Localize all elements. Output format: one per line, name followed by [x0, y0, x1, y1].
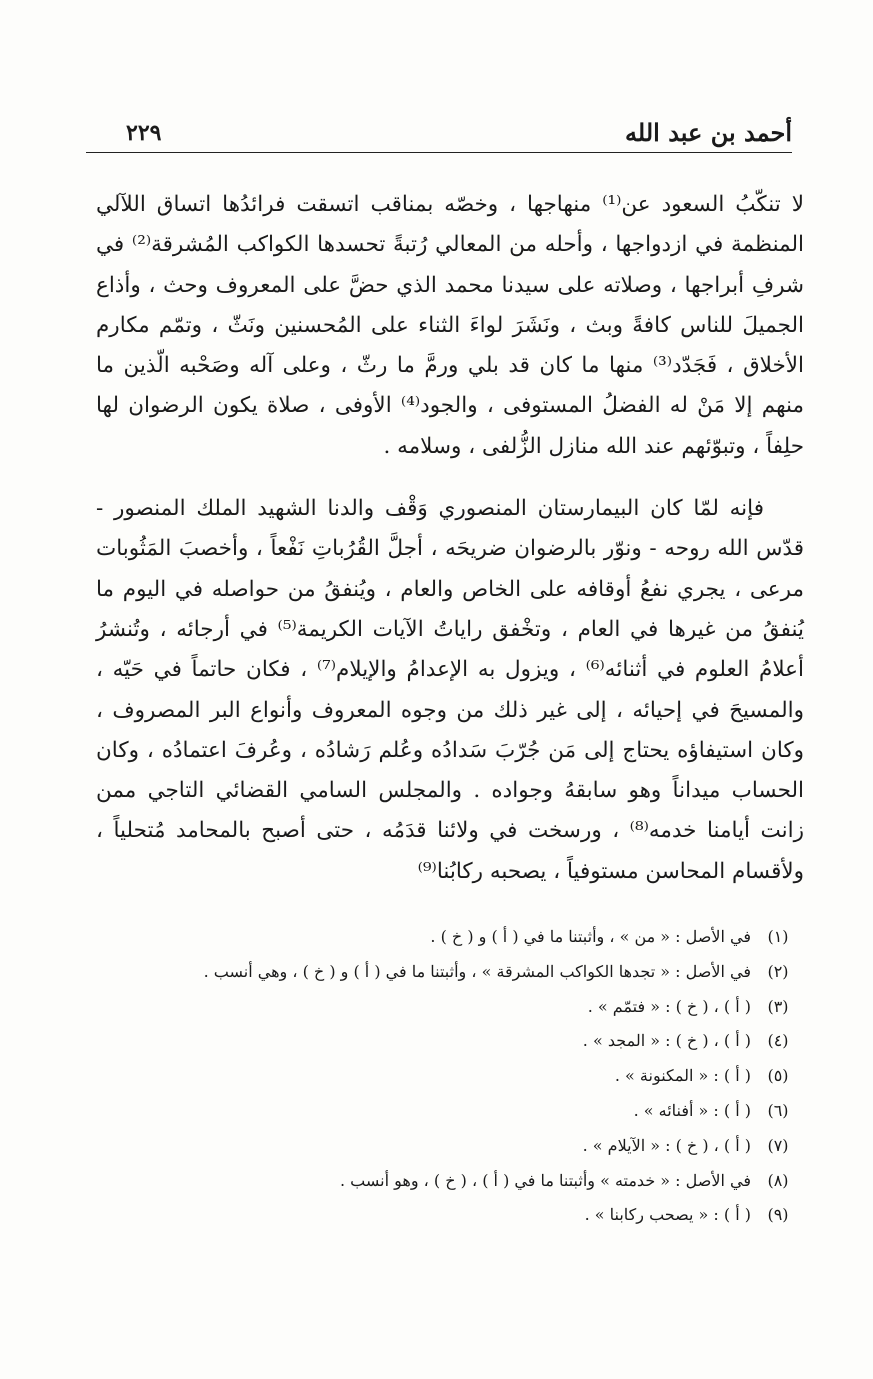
footnote-text: ( أ ) ، ( خ ) : « المجد » .	[582, 1031, 751, 1051]
footnote-7	[165, 1129, 805, 1164]
footnote-number: (٦)	[767, 1100, 789, 1120]
footnote-number: (١)	[767, 927, 789, 946]
footnote-number: (٥)	[767, 1066, 789, 1086]
footnote-text: في الأصل : « تجدها الكواكب المشرقة » ، وأثبتنا ما في ( أ ) و ( خ ) ، وهي أنسب .	[203, 961, 751, 981]
page-header	[86, 112, 792, 152]
footnote-text: ( أ ) : « المكنونة » .	[614, 1066, 751, 1086]
footnote-6	[165, 1094, 805, 1129]
footnote-text: ( أ ) : « يصحب ركابنا » .	[584, 1205, 751, 1225]
running-title: أحمد بن عبد الله	[625, 118, 792, 147]
footnote-8	[165, 1164, 805, 1199]
footnote-number: (٨)	[767, 1170, 789, 1190]
footnote-4	[165, 1024, 805, 1059]
footnote-1	[165, 920, 805, 955]
footnote-number: (٩)	[767, 1205, 789, 1225]
main-text	[96, 185, 804, 892]
body-paragraph-2: فإنه لمّا كان البيمارستان المنصوري وَقْف والدنا الشهيد الملك المنصور - قدّس الله روحه - ونوّر بالرضوان ضريحَه ، أجلَّ القُرُباتِ نَفْعاً ، وأخصبَ المَثُوبات مرعى ، يجري نفعُ أوقافه على الخاص والعام ، ويُنفقُ من حواصله في اليوم ما يُنفقُ من غيرها في العام ، وتخْفق راياتُ الآيات الكريمة⁽⁵⁾ في أرجائه ، وتُنشرُ أعلامُ العلوم في أثنائه⁽⁶⁾ ، ويزول به الإعدامُ والإيلام⁽⁷⁾ ، فكان حاتماً في حَيّه ، والمسيحَ في إحيائه ، إلى غير ذلك من وجوه المعروف وأنواع البر المصروف ، وكان استيفاؤه يحتاج إلى مَن جُرّبَ سَدادُه وعُلم رَشادُه ، وعُرفَ اعتمادُه ، وكان الحساب ميداناً وهو سابقهُ وجواده . والمجلس السامي القضائي التاجي ممن زانت أيامنا خدمه⁽⁸⁾ ، ورسخت في ولائنا قدَمُه ، حتى أصبح بالمحامد مُتحلياً ، ولأقسام المحاسن مستوفياً ، يصحبه ركابُنا⁽⁹⁾	[96, 496, 804, 884]
footnote-text: في الأصل : « خدمته » وأثبتنا ما في ( أ ) ، ( خ ) ، وهو أنسب .	[339, 1170, 751, 1190]
footnote-9	[165, 1198, 805, 1233]
footnote-2	[165, 955, 805, 990]
footnote-text: في الأصل : « من » ، وأثبتنا ما في ( أ ) و ( خ ) .	[430, 927, 751, 946]
footnote-text: ( أ ) : « أفنائه » .	[633, 1100, 751, 1120]
page-number: ٢٢٩	[126, 120, 162, 146]
footnote-number: (٧)	[767, 1135, 789, 1155]
footnote-number: (٤)	[767, 1031, 789, 1051]
footnote-number: (٣)	[767, 996, 789, 1016]
footnote-number: (٢)	[767, 961, 789, 981]
body-paragraph-1: لا تنكّبُ السعود عن⁽¹⁾ منهاجها ، وخصّه بمناقب اتسقت فرائدُها اتساق اللآلي المنظمة في ازدواجها ، وأحله من المعالي رُتبةً تحسدها الكواكب المُشرقة⁽²⁾ في شرفِ أبراجها ، وصلاته على سيدنا محمد الذي حضَّ على المعروف وحث ، وأذاع الجميلَ للناس كافةً وبث ، ونَشَرَ لواءَ الثناء على المُحسنين ونَثّ ، وتمّم مكارم الأخلاق ، فَجَدّد⁽³⁾ منها ما كان قد بلي ورمَّ ما رثّ ، وعلى آله وصَحْبه الّذين ما منهم إلا مَنْ له الفضلُ المستوفى ، والجود⁽⁴⁾ الأوفى ، صلاة يكون الرضوان لها حلِفاً ، وتبوّئهم عند الله منازل الزُّلفى ، وسلامه .	[96, 192, 805, 459]
header-rule	[86, 152, 792, 153]
footnote-3	[165, 990, 805, 1025]
footnote-5	[165, 1059, 805, 1094]
footnote-text: ( أ ) ، ( خ ) : « فتمّم » .	[587, 996, 751, 1016]
footnotes	[165, 920, 805, 1233]
footnote-text: ( أ ) ، ( خ ) : « الآيلام » .	[582, 1135, 751, 1155]
